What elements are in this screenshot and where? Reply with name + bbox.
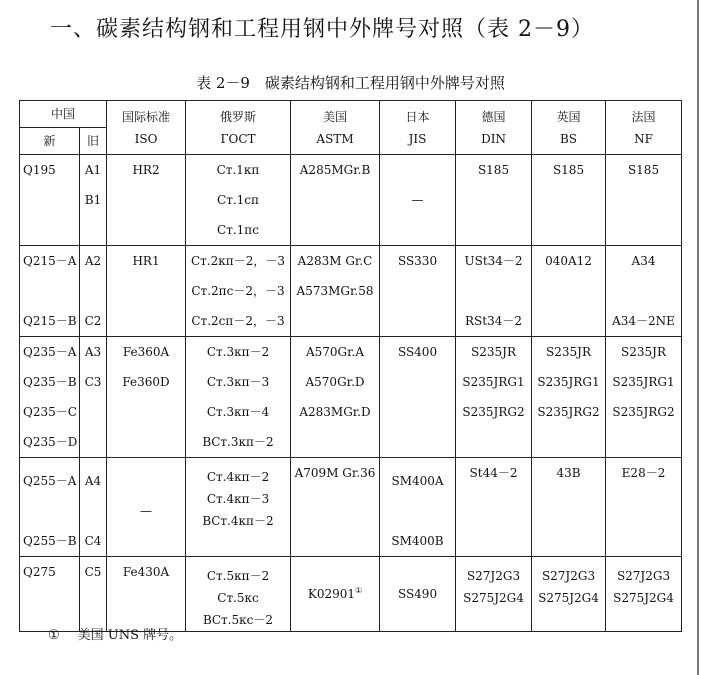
cell-astm: A283M Gr.C A573MGr.58 (291, 246, 380, 337)
cell-new: Q195 (20, 155, 80, 246)
cell-old: A1 B1 (80, 155, 107, 246)
header-china: 中国 (20, 101, 107, 128)
cell-gost: Ст.2кп－2，－3 Ст.2пс－2，－3 Ст.2сп－2，－3 (186, 246, 291, 337)
table-caption: 表 2－9 碳素结构钢和工程用钢中外牌号对照 (196, 74, 505, 92)
cell-new: Q215－A Q215－B (20, 246, 80, 337)
cell-bs: 040A12 (532, 246, 606, 337)
page-title: 一、碳素结构钢和工程用钢中外牌号对照（表 2－9） (50, 17, 594, 42)
cell-old: C5 (80, 557, 107, 632)
cell-astm: K02901① (291, 557, 380, 632)
cell-iso: HR2 (107, 155, 186, 246)
header-old: 旧 (80, 128, 107, 155)
cell-gost: Ст.3кп－2 Ст.3кп－3 Ст.3кп－4 ВСт.3кп－2 (186, 337, 291, 458)
header-din: 德国 DIN (456, 101, 532, 155)
cell-bs: 43B (532, 458, 606, 557)
cell-din: S27J2G3 S275J2G4 (456, 557, 532, 632)
table-row (20, 246, 682, 337)
cell-iso: HR1 (107, 246, 186, 337)
cell-old: A2 C2 (80, 246, 107, 337)
footnote-marker: ① (355, 586, 363, 595)
footnote (48, 624, 182, 643)
cell-bs: S27J2G3 S275J2G4 (532, 557, 606, 632)
cell-old: A4 C4 (80, 458, 107, 557)
cell-new: Q255－A Q255－B (20, 458, 80, 557)
cell-jis: SS400 (380, 337, 456, 458)
cell-jis: SS490 (380, 557, 456, 632)
header-nf: 法国 NF (606, 101, 682, 155)
header-row-1 (20, 101, 682, 128)
cell-iso: Fe430A (107, 557, 186, 632)
table-row (20, 155, 682, 246)
header-iso: 国际标准 ISO (107, 101, 186, 155)
cell-nf: S185 (606, 155, 682, 246)
cell-nf: E28－2 (606, 458, 682, 557)
cell-jis: — (380, 155, 456, 246)
cell-iso: — (107, 458, 186, 557)
cell-iso: Fe360A Fe360D (107, 337, 186, 458)
table-row (20, 557, 682, 632)
cell-astm: A570Gr.A A570Gr.D A283MGr.D (291, 337, 380, 458)
table-row (20, 337, 682, 458)
cell-gost: Ст.4кп－2 Ст.4кп－3 ВСт.4кп－2 (186, 458, 291, 557)
cell-nf: S235JR S235JRG1 S235JRG2 (606, 337, 682, 458)
cell-din: S235JR S235JRG1 S235JRG2 (456, 337, 532, 458)
header-new: 新 (20, 128, 80, 155)
cell-gost: Ст.1кп Ст.1сп Ст.1пс (186, 155, 291, 246)
header-bs: 英国 BS (532, 101, 606, 155)
cell-nf: A34 A34－2NE (606, 246, 682, 337)
cell-bs: S185 (532, 155, 606, 246)
footnote-text: 美国 UNS 牌号。 (77, 628, 183, 643)
cell-din: St44－2 (456, 458, 532, 557)
header-astm: 美国 ASTM (291, 101, 380, 155)
cell-gost: Ст.5кп－2 Ст.5кс ВСт.5кс－2 (186, 557, 291, 632)
cell-old: A3 C3 (80, 337, 107, 458)
footnote-mark: ① (48, 628, 60, 643)
cell-jis: SM400A SM400B (380, 458, 456, 557)
cell-astm: A285MGr.B (291, 155, 380, 246)
header-jis: 日本 JIS (380, 101, 456, 155)
steel-grade-table (19, 100, 682, 632)
cell-din: S185 (456, 155, 532, 246)
cell-new: Q235－A Q235－B Q235－C Q235－D (20, 337, 80, 458)
page-edge-divider (697, 0, 699, 675)
cell-astm: A709M Gr.36 (291, 458, 380, 557)
header-gost: 俄罗斯 ГОСТ (186, 101, 291, 155)
cell-jis: SS330 (380, 246, 456, 337)
table-row (20, 458, 682, 557)
cell-new: Q275 (20, 557, 80, 632)
cell-bs: S235JR S235JRG1 S235JRG2 (532, 337, 606, 458)
cell-nf: S27J2G3 S275J2G4 (606, 557, 682, 632)
cell-din: USt34－2 RSt34－2 (456, 246, 532, 337)
